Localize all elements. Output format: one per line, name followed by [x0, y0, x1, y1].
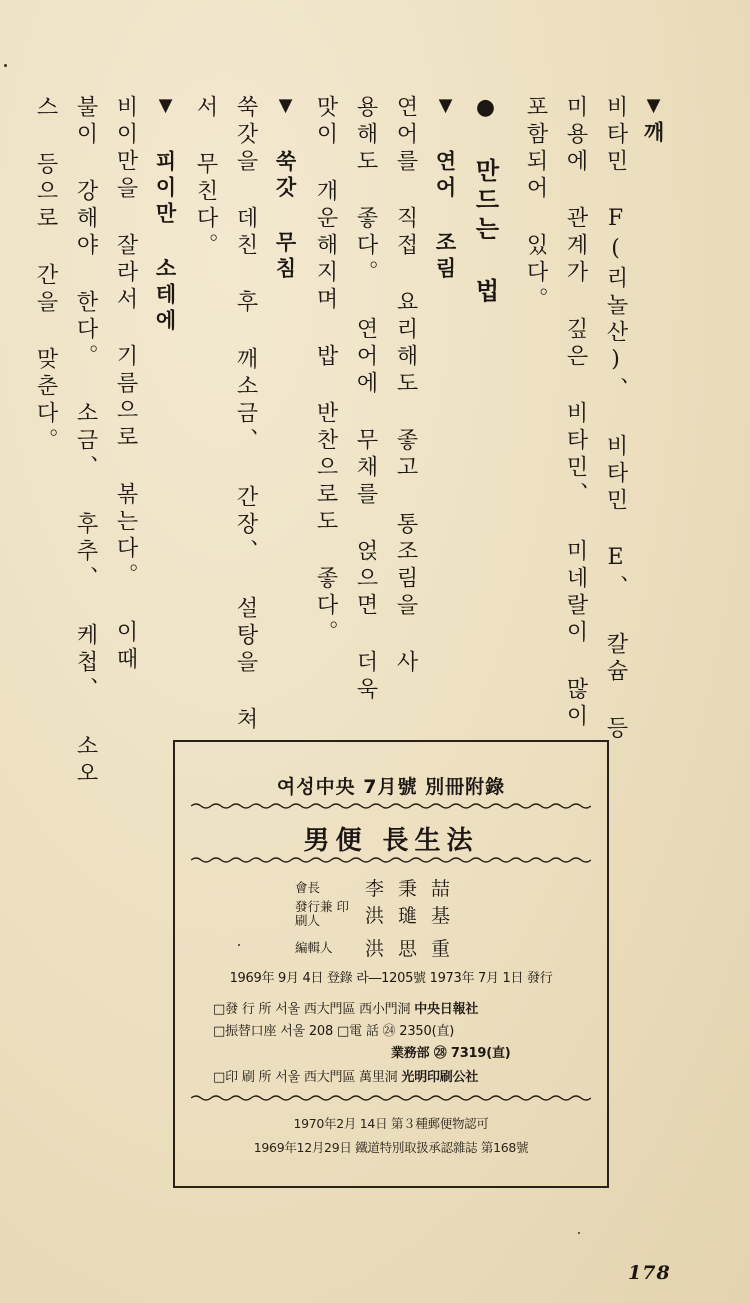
printer-line: [213, 1066, 478, 1085]
account-line: □振替口座 서울 208 □電 話 ㉔ 2350(直): [213, 1024, 455, 1039]
speck: [578, 1232, 580, 1234]
text-line: 쑥갓을 데친 후 깨소금、 간장、 설탕을 쳐: [233, 95, 258, 734]
wavy-divider: [191, 802, 591, 810]
staff-row: [295, 900, 464, 928]
staff-row: [295, 874, 464, 901]
triangle-bullet-icon: ▼: [155, 95, 176, 121]
text-line: 비이만을 잘라서 기름으로 볶는다。 이때: [113, 95, 138, 674]
triangle-bullet-icon: ▼: [435, 95, 456, 121]
booklet-title: 男便 長生法: [303, 826, 479, 856]
printer-address: □印 刷 所 서울 西大門區 萬里洞: [213, 1070, 398, 1085]
staff-role: 發行兼 印刷人: [295, 899, 349, 928]
postal-permit-line: 1970年2月 14日 第３種郵便物認可: [293, 1116, 489, 1131]
railway-permit-line: 1969年12月29日 鐵道特別取扱承認雜誌 第168號: [253, 1140, 529, 1155]
publisher-line: [213, 998, 478, 1017]
text-line: 맛이 개운해지며 밥 반찬으로도 좋다。: [313, 95, 338, 647]
colophon-box: [173, 740, 609, 1188]
staff-name: 洪璡基: [365, 904, 465, 927]
magazine-line: 여성中央 7月號 別冊附錄: [276, 776, 506, 798]
registration-line: 1969年 9月 4日 登錄 라―1205號 1973年 7月 1日 發行: [229, 971, 553, 986]
staff-row: [295, 934, 464, 961]
text-line: 포함되어 있다。: [523, 95, 548, 314]
section-heading-mugwort: ▼ 쑥갓 무침: [268, 95, 302, 283]
staff-name: 李秉喆: [365, 878, 465, 900]
staff-role: 編輯人: [295, 939, 333, 955]
publisher-address: □發 行 所 서울 西大門區 西小門洞: [213, 1002, 411, 1017]
page-number: 178: [628, 1262, 671, 1284]
text-line: 연어를 직접 요리해도 좋고 통조림을 사: [393, 95, 418, 677]
text-line: 불이 강해야 한다。 소금、 후추、 케첩、 소오: [73, 95, 98, 788]
business-line: 業務部 ㉘ 7319(直): [391, 1046, 511, 1061]
section-heading-salmon: ▼ 연어 조림: [428, 95, 462, 283]
printer-name: 光明印刷公社: [401, 1070, 479, 1085]
text-line: 용해도 좋다。 연어에 무채를 얹으면 더욱: [353, 95, 378, 704]
method-heading: ● 만드는 법: [468, 95, 502, 307]
wavy-divider: [191, 856, 591, 864]
staff-name: 洪思重: [365, 938, 465, 960]
wavy-divider: [191, 1094, 591, 1102]
triangle-bullet-icon: ▼: [643, 95, 664, 121]
section-heading-sesame: ▼깨: [636, 95, 670, 147]
publisher-name: 中央日報社: [414, 1002, 479, 1017]
section-heading-pepper: ▼ 피이만 소테에: [148, 95, 182, 335]
text-line: 비타민 F(리놀산)、 비타민 E、 칼슘 등: [603, 95, 628, 743]
triangle-bullet-icon: ▼: [275, 95, 296, 121]
text-line: 스 등으로 간을 맞춘다。: [33, 95, 58, 455]
text-line: 미용에 관계가 깊은 비타민、 미네랄이 많이: [563, 95, 588, 731]
bullet-dot-icon: ●: [473, 95, 498, 125]
staff-role: 會長: [295, 879, 321, 895]
speck: [4, 64, 7, 67]
text-line: 서 무친다。: [193, 95, 218, 260]
